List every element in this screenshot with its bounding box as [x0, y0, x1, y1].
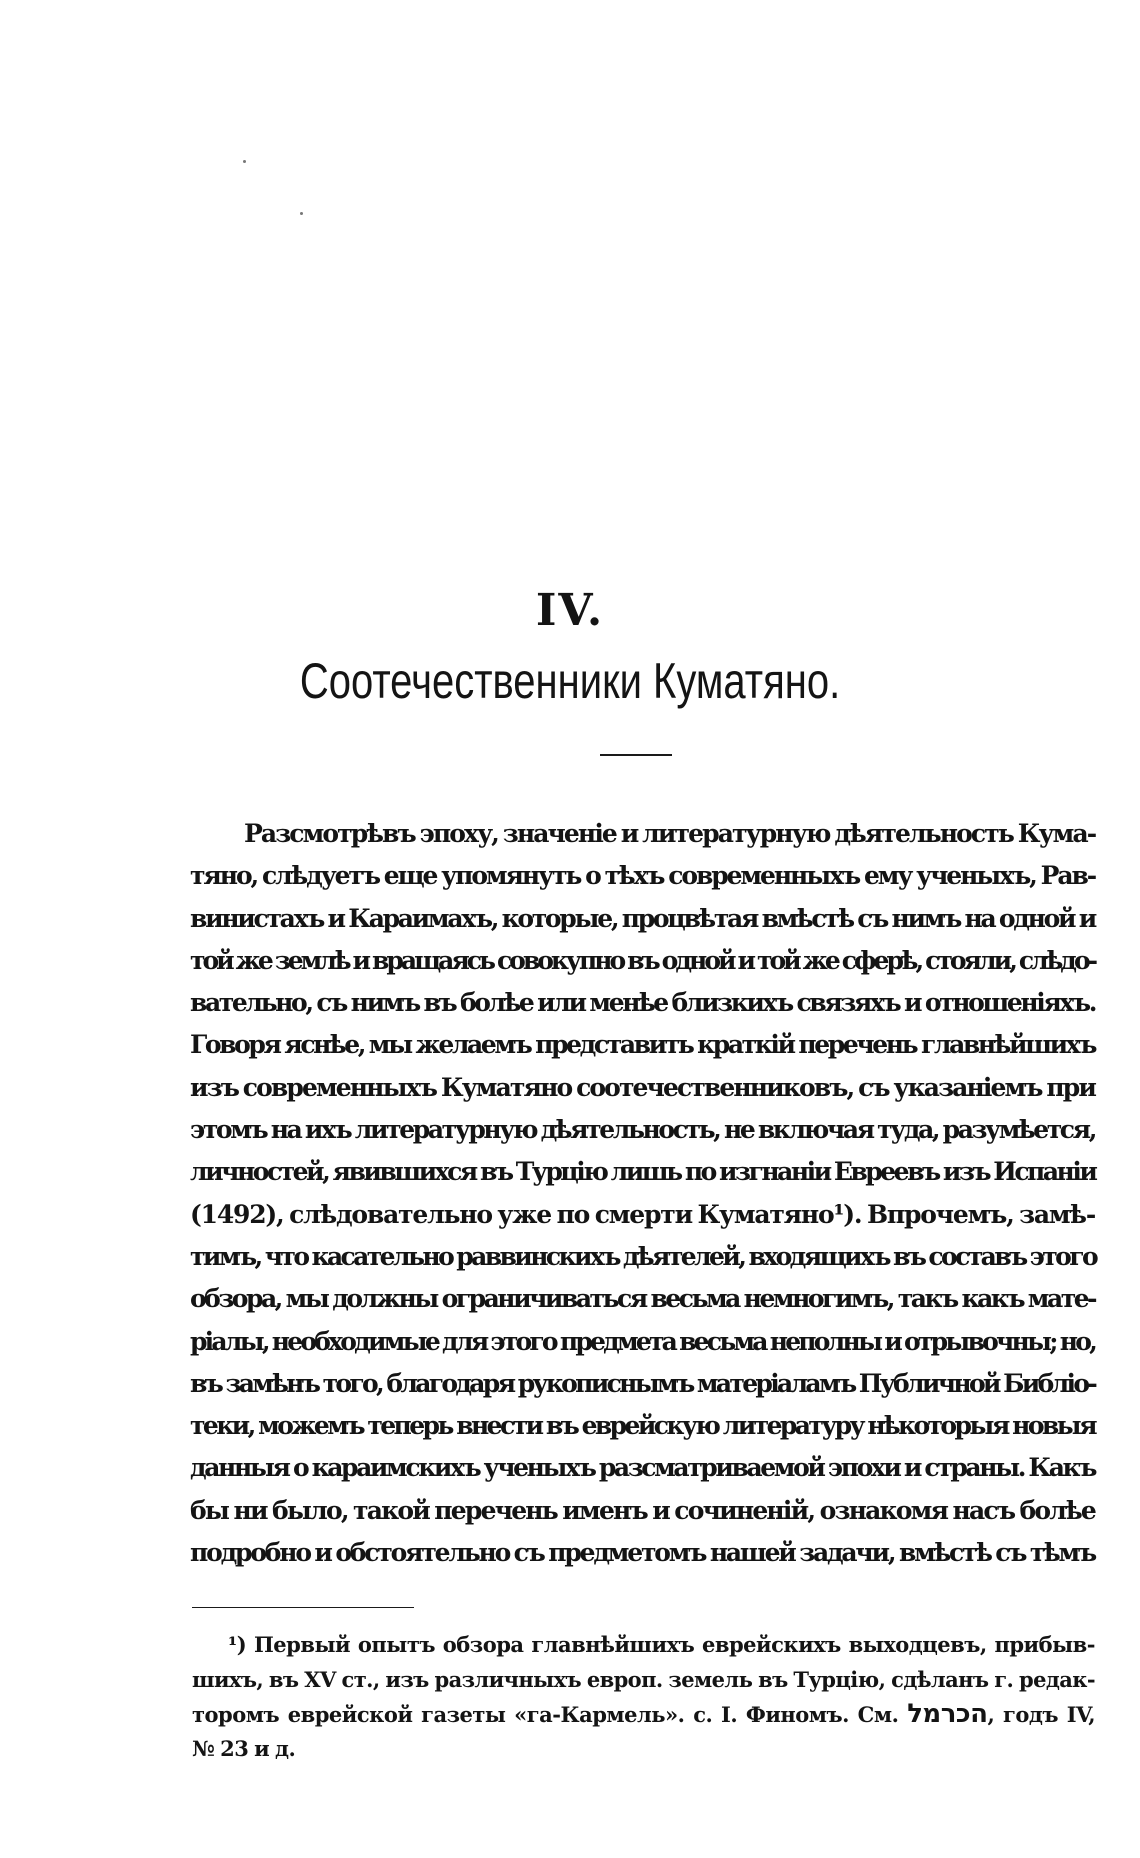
footnote-line [192, 1697, 1095, 1732]
body-line: винистахъ и Караимахъ, которые, процвѣтая вмѣстѣ съ нимъ на одной и [190, 903, 1095, 933]
body-line: личностей, явившихся въ Турцію лишь по изгнаніи Евреевъ изъ Испаніи [190, 1157, 1096, 1187]
chapter-title: Соотечественники Куматяно. [299, 653, 841, 709]
footnote [192, 1628, 1095, 1766]
body-line: (1492), слѣдовательно уже по смерти Куматяно¹). Впрочемъ, замѣ- [190, 1199, 1095, 1229]
body-line: въ замѣнъ того, благодаря рукописнымъ матеріаламъ Публичной Библіо- [190, 1368, 1095, 1398]
footnote-divider [192, 1607, 414, 1608]
body-line: тимъ, что касательно раввинскихъ дѣятелей, входящихъ въ составъ этого [190, 1241, 1097, 1271]
body-line: теки, можемъ теперь внести въ еврейскую литературу нѣкоторыя новыя [190, 1411, 1095, 1441]
body-line: обзора, мы должны ограничиваться весьма немногимъ, такъ какъ мате- [190, 1284, 1095, 1314]
body-line: изъ современныхъ Куматяно соотечественниковъ, съ указаніемъ при [190, 1072, 1095, 1102]
footnote-line: № 23 и д. [192, 1735, 296, 1761]
body-line: этомъ на ихъ литературную дѣятельность, не включая туда, разумѣется, [190, 1115, 1095, 1145]
chapter-number: IV. [535, 585, 605, 636]
body-line: подробно и обстоятельно съ предметомъ нашей задачи, вмѣстѣ съ тѣмъ [190, 1538, 1095, 1568]
footnote-line: шихъ, въ XV ст., изъ различныхъ европ. земель въ Турцію, сдѣланъ г. редак- [192, 1666, 1095, 1692]
body-line: вательно, съ нимъ въ болѣе или менѣе близкихъ связяхъ и отношеніяхъ. [190, 988, 1095, 1018]
body-line: данныя о караимскихъ ученыхъ разсматриваемой эпохи и страны. Какъ [190, 1453, 1095, 1483]
body-line: ріалы, необходимые для этого предмета весьма неполны и отрывочны; но, [190, 1326, 1095, 1356]
body-line: бы ни было, такой перечень именъ и сочиненій, ознакомя насъ болѣе [190, 1495, 1095, 1525]
footnote-line: ¹) Первый опытъ обзора главнѣйшихъ еврейскихъ выходцевъ, прибыв- [228, 1632, 1095, 1657]
body-line: той же землѣ и вращаясь совокупно въ одной и той же сферѣ, стояли, слѣдо- [190, 945, 1095, 975]
scan-speck [300, 212, 303, 215]
body-line: Разсмотрѣвъ эпоху, значеніе и литературную дѣятельность Кума- [244, 819, 1096, 848]
scan-speck [243, 160, 246, 163]
footnote-text: торомъ еврейской газеты «га-Кармель». с. I. Финомъ. См. [192, 1702, 899, 1727]
body-paragraph [190, 813, 1095, 1574]
body-line: Говоря яснѣе, мы желаемъ представить краткій перечень главнѣйшихъ [190, 1030, 1095, 1060]
footnote-text: , годъ IV, [987, 1702, 1095, 1727]
body-line: тяно, слѣдуетъ еще упомянуть о тѣхъ современныхъ ему ученыхъ, Рав- [190, 861, 1095, 891]
hebrew-title: הכרמל [907, 1699, 988, 1729]
title-divider [600, 754, 672, 756]
